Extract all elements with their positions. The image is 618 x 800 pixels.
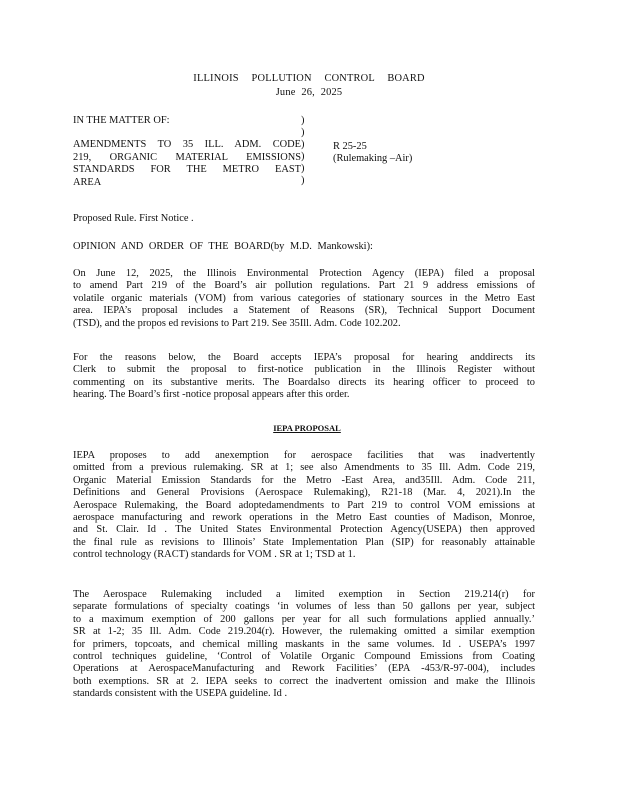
section-heading-text: IEPA PROPOSAL [273, 423, 341, 433]
paragraph [73, 352, 535, 402]
paragraph-line: Definitions and General Provisions (Aerospace Rulemaking), R21-18 (Mar. 4, 2021).In the [73, 487, 535, 499]
case-caption [73, 115, 533, 197]
caption-line [73, 127, 301, 139]
paragraph-line: control technology (RACT) standards for VOM . SR at 1; TSD at 1. [73, 549, 356, 561]
paragraph-line: to a maximum exemption of 200 gallons per year for all such formulations applied annually.’ [73, 613, 535, 625]
paragraph-line: Organic Material Emission Standards for the Metro -East Area, and35Ill. Adm. Code 211, [73, 474, 535, 486]
paragraph-line: standards consistent with the USEPA guideline. Id . [73, 688, 288, 700]
paragraph-line: both exemptions. SR at 2. IEPA seeks to correct the inadvertent omission and make the Illinois [73, 675, 535, 687]
board-name: ILLINOIS POLLUTION CONTROL BOARD [193, 73, 425, 84]
paragraph-line: Clerk to submit the proposal to first-notice publication in the Illinois Register without [73, 364, 535, 376]
paren: ) [301, 151, 305, 162]
paren: ) [301, 127, 305, 138]
paragraph-line: The Aerospace Rulemaking included a limited exemption in Section 219.214(r) for [73, 589, 535, 600]
caption-line: 219, ORGANIC MATERIAL EMISSIONS [73, 151, 301, 163]
paragraph-line: SR at 1-2; 35 Ill. Adm. Code 219.204(r). However, the rulemaking omitted a similar exemption [73, 626, 535, 638]
paren: ) [301, 139, 305, 150]
opinion-heading: OPINION AND ORDER OF THE BOARD(by M.D. Mankowski): [73, 241, 373, 252]
docket-type: (Rulemaking –Air) [333, 153, 413, 165]
paragraph-line: to amend Part 219 of the Board’s air pollution regulations. Part 21 9 address emissions of [73, 280, 535, 292]
paragraph [73, 589, 535, 701]
paragraph-line: the final rule as revisions to Illinois’ State Implementation Plan (SIP) for reasonably attainable [73, 536, 535, 548]
paragraph-line: control techniques guideline, ‘Control of Volatile Organic Compound Emissions from Coating [73, 651, 535, 663]
document-date: June 26, 2025 [275, 87, 343, 98]
paragraph-line: and St. Clair. Id . The United States Environmental Protection Agency(USEPA) then approved [73, 524, 535, 536]
paragraph-line: For the reasons below, the Board accepts IEPA’s proposal for hearing anddirects its [73, 352, 535, 363]
paren: ) [301, 115, 305, 126]
paragraph-line: Aerospace Rulemaking, the Board adoptedamendments to Part 219 to control VOM emissions at [73, 499, 535, 511]
paragraph-line: aerospace manufacturing and rework operations in the Metro East counties of Madison, Monroe, [73, 512, 535, 524]
paragraph-line: commenting on its substantive merits. The Boardalso directs its hearing officer to proceed to [73, 376, 535, 388]
caption-parens [301, 115, 311, 187]
paragraph-line: hearing. The Board’s first -notice proposal appears after this order. [73, 389, 350, 401]
paragraph-line: (TSD), and the propos ed revisions to Part 219. See 35Ill. Adm. Code 102.202. [73, 317, 401, 329]
paragraph-line: separate formulations of specialty coatings ‘in volumes of less than 50 gallons per year, subject [73, 601, 535, 613]
paragraph-line: On June 12, 2025, the Illinois Environmental Protection Agency (IEPA) filed a proposal [73, 268, 535, 279]
docket-info [333, 141, 412, 166]
paragraph-line: volatile organic materials (VOM) from various categories of stationary sources in the Metro East [73, 292, 535, 304]
paren: ) [301, 175, 305, 186]
caption-title [73, 115, 301, 189]
paragraph-line: for primers, topcoats, and chemical milling maskants in the same volumes. Id . USEPA’s 1997 [73, 638, 535, 650]
paren: ) [301, 163, 305, 174]
caption-line: IN THE MATTER OF: [73, 115, 170, 126]
paragraph-line: IEPA proposes to add anexemption for aerospace facilities that was inadvertently [73, 450, 535, 461]
caption-line: AMENDMENTS TO 35 ILL. ADM. CODE [73, 139, 301, 151]
section-heading [0, 422, 618, 434]
notice-type: Proposed Rule. First Notice . [73, 213, 194, 224]
paragraph [73, 268, 535, 330]
paragraph-line: area. IEPA’s proposal includes a Statement of Reasons (SR), Technical Support Document [73, 305, 535, 317]
caption-line: STANDARDS FOR THE METRO EAST [73, 164, 301, 176]
caption-line: AREA [73, 176, 102, 188]
paragraph-line: Operations at AerospaceManufacturing and Rework Facilities’ (EPA -453/R-97-004), includes [73, 663, 535, 675]
docket-number: R 25-25 [333, 141, 367, 152]
paragraph [73, 450, 535, 562]
paragraph-line: omitted from a previous rulemaking. SR at 1; see also Amendments to 35 Ill. Adm. Code 219, [73, 462, 535, 474]
